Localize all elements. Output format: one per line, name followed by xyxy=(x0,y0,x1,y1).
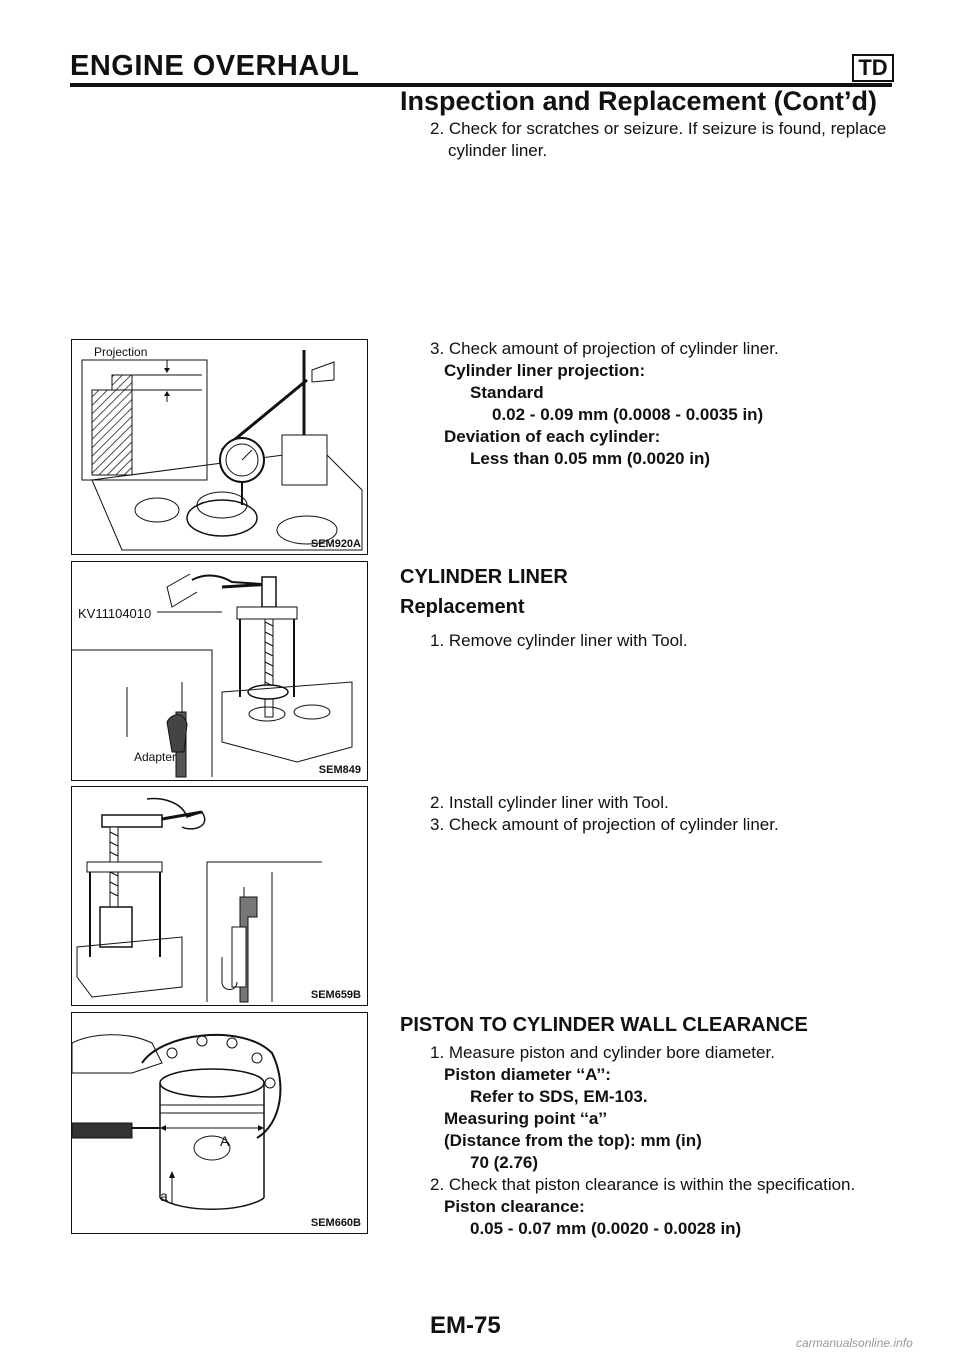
spec-standard-label: Standard xyxy=(470,383,544,402)
step-check-scratches: 2. Check for scratches or seizure. If seizure is found, replace xyxy=(430,119,887,138)
step-check-projection-again: 3. Check amount of projection of cylinder liner. xyxy=(430,815,779,834)
spec-projection-label: Cylinder liner projection: xyxy=(444,361,646,380)
page-number: EM-75 xyxy=(430,1312,501,1339)
figure-code: SEM660B xyxy=(310,1217,361,1229)
step-check-scratches-cont: cylinder liner. xyxy=(448,141,548,160)
figure-code: SEM849 xyxy=(318,764,361,776)
subheading-replacement: Replacement xyxy=(400,596,525,618)
spec-clearance-value: 0.05 - 0.07 mm (0.0020 - 0.0028 in) xyxy=(470,1219,742,1238)
point-a-label: a xyxy=(160,1188,168,1204)
diameter-a-label: A xyxy=(220,1133,230,1149)
spec-measuring-point-label: Measuring point ‘‘a’’ xyxy=(444,1109,608,1128)
heading-piston-clearance: PISTON TO CYLINDER WALL CLEARANCE xyxy=(400,1014,808,1036)
step-remove-liner: 1. Remove cylinder liner with Tool. xyxy=(430,631,688,650)
step-install-liner: 2. Install cylinder liner with Tool. xyxy=(430,793,669,812)
liner-installation-illustration xyxy=(72,787,369,1007)
figure-sem660b xyxy=(71,1012,368,1234)
spec-deviation-value: Less than 0.05 mm (0.0020 in) xyxy=(470,449,710,468)
model-badge: TD xyxy=(852,54,894,82)
spec-piston-diameter-value: Refer to SDS, EM-103. xyxy=(470,1087,648,1106)
figure-code: SEM659B xyxy=(310,989,361,1001)
heading-cylinder-liner: CYLINDER LINER xyxy=(400,566,568,588)
step-measure-piston: 1. Measure piston and cylinder bore diameter. xyxy=(430,1043,775,1062)
projection-illustration xyxy=(72,340,369,556)
projection-label: Projection xyxy=(94,345,148,359)
tool-number-label: KV11104010 xyxy=(78,606,152,621)
figure-sem920a xyxy=(71,339,368,555)
figure-code: SEM920A xyxy=(310,538,361,550)
section-title: ENGINE OVERHAUL xyxy=(70,50,360,82)
spec-clearance-label: Piston clearance: xyxy=(444,1197,585,1216)
page-subtitle: Inspection and Replacement (Cont’d) xyxy=(400,86,878,116)
liner-removal-illustration xyxy=(72,562,369,782)
spec-standard-value: 0.02 - 0.09 mm (0.0008 - 0.0035 in) xyxy=(492,405,764,424)
adapter-label: Adapter xyxy=(134,750,177,764)
figure-sem849 xyxy=(71,561,368,781)
piston-measurement-illustration xyxy=(72,1013,369,1235)
step-check-projection: 3. Check amount of projection of cylinder liner. xyxy=(430,339,779,358)
figure-sem659b xyxy=(71,786,368,1006)
spec-measuring-point-value: 70 (2.76) xyxy=(470,1153,539,1172)
spec-measuring-point-desc: (Distance from the top): mm (in) xyxy=(444,1131,702,1150)
spec-piston-diameter-label: Piston diameter ‘‘A’’: xyxy=(444,1065,611,1084)
watermark-footer: carmanualsonline.info xyxy=(796,1336,913,1350)
step-check-clearance: 2. Check that piston clearance is within the specification. xyxy=(430,1175,856,1194)
spec-deviation-label: Deviation of each cylinder: xyxy=(444,427,661,446)
